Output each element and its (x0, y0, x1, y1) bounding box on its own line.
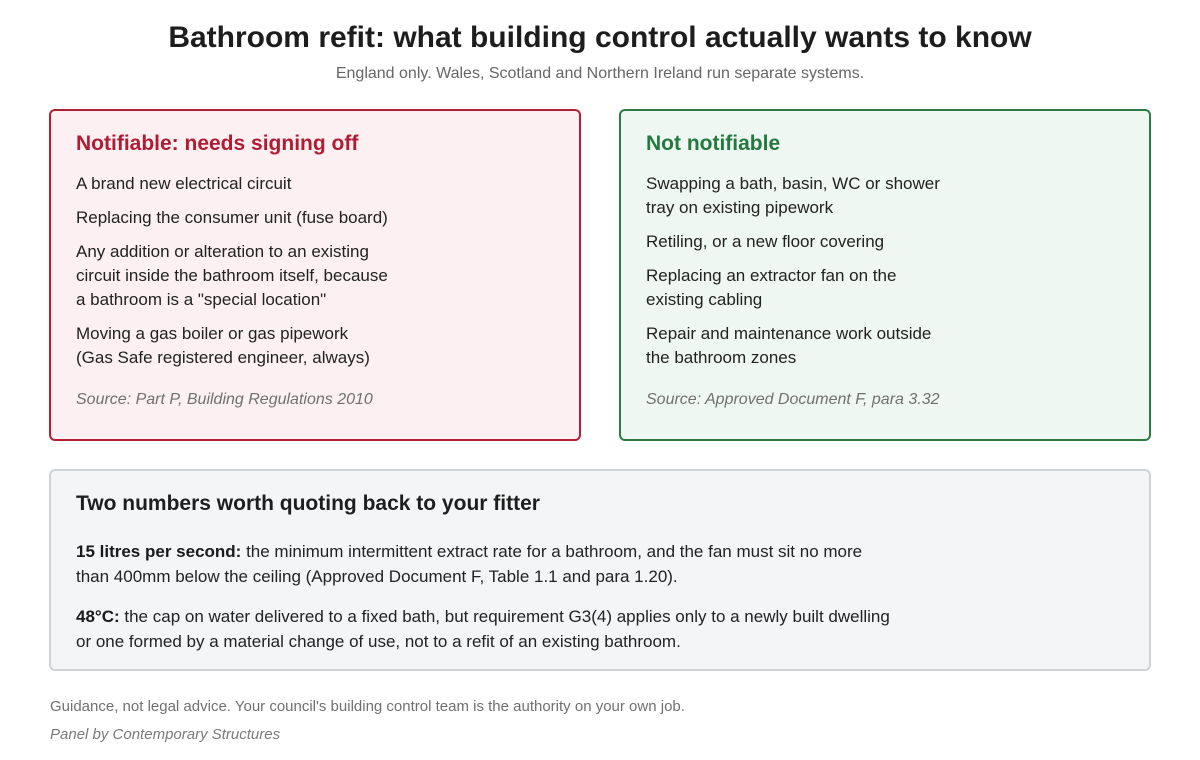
list-item: Repair and maintenance work outside the bathroom zones (646, 324, 932, 367)
notifiable-list (76, 172, 388, 380)
credit-line: Panel by Contemporary Structures (50, 726, 281, 743)
disclaimer: Guidance, not legal advice. Your council's building control team is the authority on your own job. (50, 698, 685, 715)
list-item: Replacing the consumer unit (fuse board) (76, 208, 388, 227)
numbers-panel (49, 469, 1151, 671)
list-item: Moving a gas boiler or gas pipework (Gas Safe registered engineer, always) (76, 324, 370, 367)
list-item: Any addition or alteration to an existing circuit inside the bathroom itself, because a bathroom is a "special location" (76, 242, 388, 309)
not-notifiable-heading: Not notifiable (646, 132, 781, 155)
fact-bath-temperature (76, 604, 896, 654)
list-item: Replacing an extractor fan on the existing cabling (646, 266, 897, 309)
not-notifiable-card (619, 109, 1151, 441)
fact-text: the cap on water delivered to a fixed bath, but requirement G3(4) applies only to a newly built dwelling or one formed by a material change of use, not to a refit of an existing bathroom. (76, 607, 890, 651)
notifiable-heading: Notifiable: needs signing off (76, 132, 359, 155)
fact-extract-rate (76, 539, 896, 589)
list-item: Retiling, or a new floor covering (646, 232, 885, 251)
fact-label: 15 litres per second: (76, 542, 242, 561)
list-item: Swapping a bath, basin, WC or shower tray on existing pipework (646, 174, 940, 217)
fact-text: the minimum intermittent extract rate for a bathroom, and the fan must sit no more than 400mm below the ceiling (Approved Document F, Table 1.1 and para 1.20). (76, 542, 863, 586)
notifiable-source: Source: Part P, Building Regulations 2010 (76, 391, 373, 408)
not-notifiable-source: Source: Approved Document F, para 3.32 (646, 391, 940, 408)
list-item: A brand new electrical circuit (76, 174, 292, 193)
fact-label: 48°C: (76, 607, 120, 626)
page-title: Bathroom refit: what building control actually wants to know (168, 21, 1032, 54)
numbers-heading: Two numbers worth quoting back to your fitter (76, 492, 540, 515)
not-notifiable-list (646, 172, 940, 380)
page-subtitle: England only. Wales, Scotland and Northern Ireland run separate systems. (335, 65, 865, 82)
notifiable-card (49, 109, 581, 441)
